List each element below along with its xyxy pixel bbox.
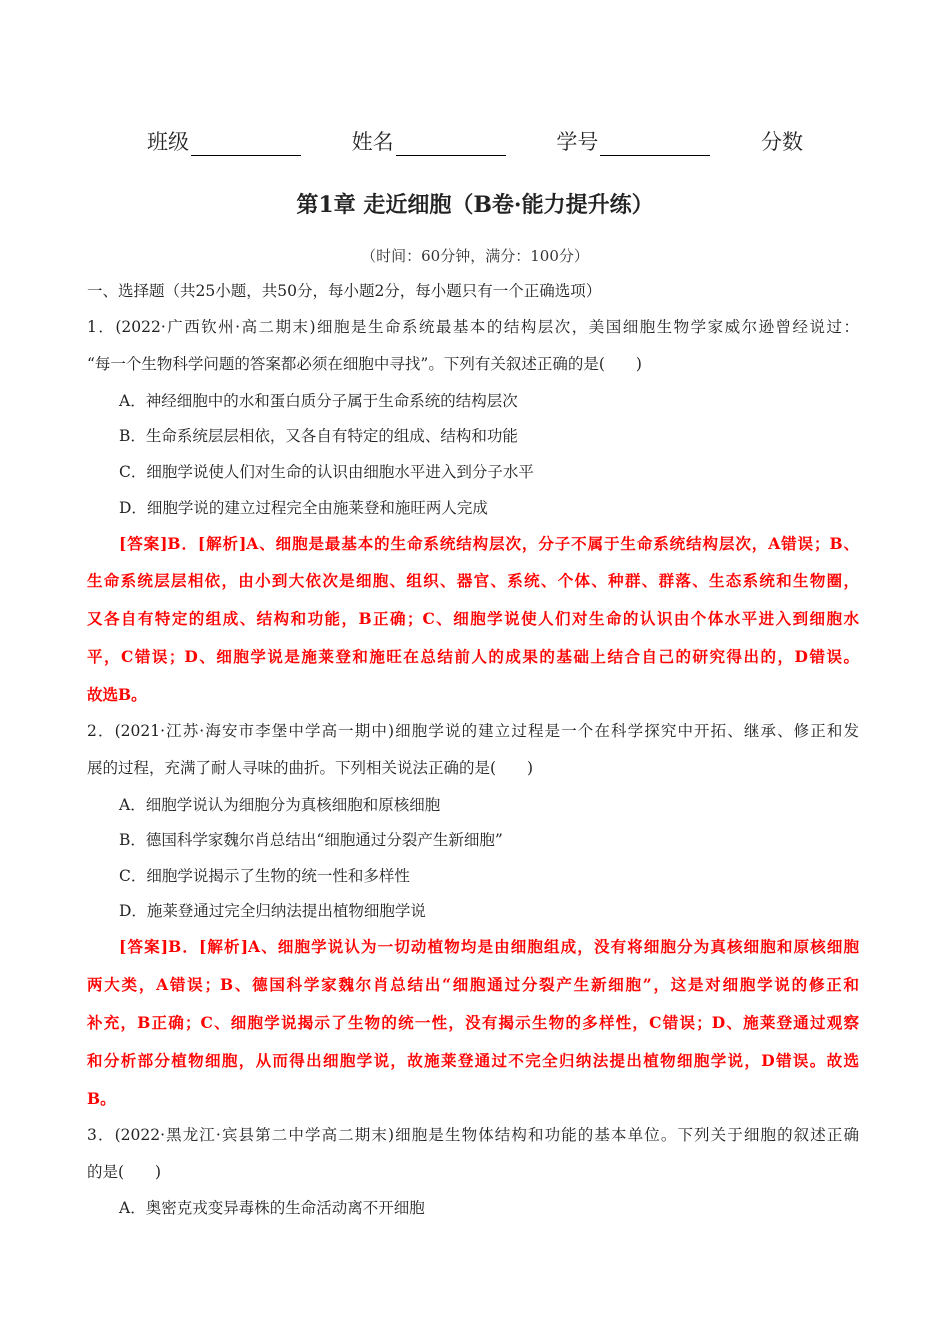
question-1-option-a: A．神经细胞中的水和蛋白质分子属于生命系统的结构层次 xyxy=(119,392,518,410)
question-1-answer: 生命系统层层相依，由小到大依次是细胞、组织、器官、系统、个体、种群、群落、生态系统和生物圈， xyxy=(87,571,859,590)
score-label: 分数 xyxy=(761,130,804,154)
question-2-option-c: C．细胞学说揭示了生物的统一性和多样性 xyxy=(119,867,410,885)
name-label: 姓名 xyxy=(351,130,394,154)
question-1-option-d: D．细胞学说的建立过程完全由施莱登和施旺两人完成 xyxy=(119,499,488,517)
question-2-answer: 和分析部分植物细胞，从而得出细胞学说，故施莱登通过不完全归纳法提出植物细胞学说，D错误。故选 xyxy=(87,1051,859,1070)
question-1-option-c: C．细胞学说使人们对生命的认识由细胞水平进入到分子水平 xyxy=(119,463,534,481)
id-blank xyxy=(600,135,710,156)
question-2-option-a: A．细胞学说认为细胞分为真核细胞和原核细胞 xyxy=(119,796,441,814)
question-2-answer: [答案]B．[解析]A、细胞学说认为一切动植物均是由细胞组成，没有将细胞分为真核细胞和原核细胞 xyxy=(119,937,859,956)
page-title: 第1章 走近细胞（B卷·能力提升练） xyxy=(296,192,654,218)
id-field[interactable] xyxy=(556,126,710,156)
question-2-stem: 展的过程，充满了耐人寻味的曲折。下列相关说法正确的是( ) xyxy=(87,759,534,777)
name-blank xyxy=(396,135,506,156)
id-label: 学号 xyxy=(556,130,599,154)
question-1-answer: 平，C错误；D、细胞学说是施莱登和施旺在总结前人的成果的基础上结合自己的研究得出的，D错误。 xyxy=(87,647,859,666)
question-2-stem: 2．(2021·江苏·海安市李堡中学高一期中)细胞学说的建立过程是一个在科学探究中开拓、继承、修正和发 xyxy=(87,722,859,740)
question-1-answer: [答案]B．[解析]A、细胞是最基本的生命系统结构层次，分子不属于生命系统结构层次，A错误；B、 xyxy=(119,534,859,553)
time-info: （时间：60分钟，满分：100分） xyxy=(361,247,589,265)
name-field[interactable] xyxy=(352,126,506,156)
question-2-option-d: D．施莱登通过完全归纳法提出植物细胞学说 xyxy=(119,902,426,920)
question-1-option-b: B．生命系统层层相依，又各自有特定的组成、结构和功能 xyxy=(119,427,518,445)
question-3-option-a: A．奥密克戎变异毒株的生命活动离不开细胞 xyxy=(119,1199,425,1217)
student-info-header xyxy=(0,126,950,156)
question-2-answer: B。 xyxy=(87,1089,116,1108)
question-1-stem: “每一个生物科学问题的答案都必须在细胞中寻找”。下列有关叙述正确的是( ) xyxy=(87,355,642,373)
section-heading: 一、选择题（共25小题，共50分，每小题2分，每小题只有一个正确选项） xyxy=(87,282,602,300)
question-3-stem: 3．(2022·黑龙江·宾县第二中学高二期末)细胞是生物体结构和功能的基本单位。下列关于细胞的叙述正确 xyxy=(87,1126,859,1144)
question-2-answer: 补充，B正确；C、细胞学说揭示了生物的统一性，没有揭示生物的多样性，C错误；D、施莱登通过观察 xyxy=(87,1013,859,1032)
question-2-option-b: B．德国科学家魏尔肖总结出“细胞通过分裂产生新细胞” xyxy=(119,831,503,849)
class-blank xyxy=(191,135,301,156)
question-3-stem: 的是( ) xyxy=(87,1163,162,1181)
question-2-answer: 两大类，A错误；B、德国科学家魏尔肖总结出“细胞通过分裂产生新细胞”，这是对细胞学说的修正和 xyxy=(87,975,859,994)
question-1-stem: 1．(2022·广西钦州·高二期末)细胞是生命系统最基本的结构层次，美国细胞生物学家威尔逊曾经说过： xyxy=(87,318,859,336)
question-1-answer: 又各自有特定的组成、结构和功能，B正确；C、细胞学说使人们对生命的认识由个体水平进入到细胞水 xyxy=(87,609,859,628)
class-field[interactable] xyxy=(147,126,301,156)
question-1-answer: 故选B。 xyxy=(87,685,147,704)
class-label: 班级 xyxy=(146,130,189,154)
